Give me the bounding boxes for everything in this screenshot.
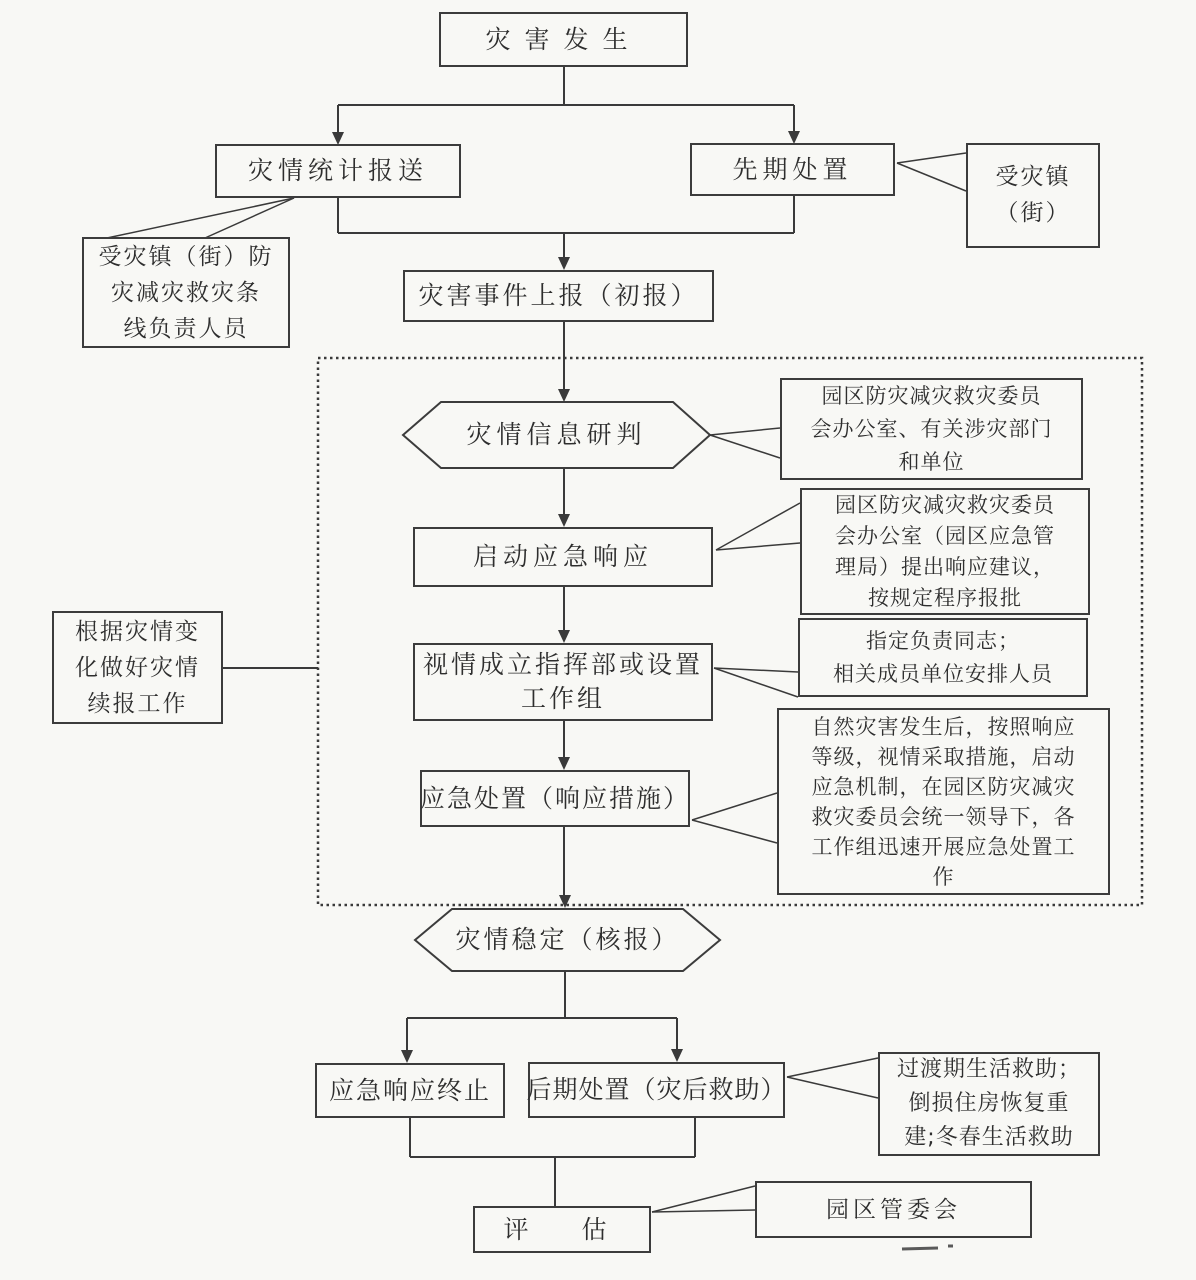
node-label: 灾害发生	[485, 24, 642, 54]
callout-label: 受灾镇（街）防	[98, 243, 274, 270]
callout-label: 按规定程序报批	[868, 585, 1022, 610]
node-disaster-occurs	[439, 12, 688, 67]
callout-designate	[798, 618, 1088, 697]
callout-label: 会办公室、有关涉灾部门	[810, 416, 1053, 441]
node-label: 应急处置（响应措施）	[420, 783, 691, 813]
node-label: 灾情信息研判	[466, 420, 647, 449]
callout-label: 过渡期生活救助；	[896, 1057, 1081, 1082]
node-initial-report	[403, 270, 714, 322]
callout-label: 相关成员单位安排人员	[833, 661, 1053, 686]
node-label: 启动应急响应	[472, 542, 653, 571]
node-label: 后期处置（灾后救助）	[526, 1075, 787, 1104]
callout-label: 园区防灾减灾救灾委员	[821, 383, 1042, 408]
callout-label: 救灾委员会统一领导下，各	[811, 804, 1076, 829]
arrow-down-icon	[671, 1049, 683, 1062]
node-situation-stable	[415, 909, 720, 971]
callout-label: 受灾镇	[995, 164, 1071, 190]
callout-label: 自然灾害发生后，按照响应	[811, 714, 1076, 739]
callout-label: 灾减灾救灾条	[111, 279, 261, 306]
callout-label: 工作组迅速开展应急处置工	[811, 834, 1076, 859]
callout-label: 指定负责同志；	[866, 628, 1020, 653]
node-label: 续报工作	[87, 690, 188, 717]
callout-label: 建;冬春生活救助	[904, 1125, 1074, 1150]
callout-town-responsible	[82, 237, 290, 348]
callout-tail	[714, 668, 798, 672]
callout-label: 作	[932, 864, 955, 889]
node-label: 灾害事件上报（初报）	[418, 281, 699, 310]
callout-tail	[710, 428, 780, 435]
callout-label: 会办公室（园区应急管	[835, 523, 1055, 548]
callout-label: 线负责人员	[123, 315, 249, 342]
callout-affected-town	[966, 143, 1100, 248]
callout-tail	[205, 198, 294, 238]
node-label: 视情成立指挥部或设置	[422, 650, 703, 679]
callout-response-suggestion	[800, 488, 1090, 615]
callout-tail	[716, 543, 800, 550]
callout-tail	[897, 163, 966, 191]
callout-tail	[897, 153, 966, 163]
arrow-down-icon	[558, 757, 570, 770]
callout-label: （街）	[995, 200, 1071, 226]
callout-disposal-detail	[777, 708, 1110, 895]
callout-tail	[716, 503, 800, 550]
callout-tail	[787, 1077, 878, 1098]
node-continuous-report	[52, 611, 223, 724]
callout-label: 理局）提出响应建议，	[835, 554, 1055, 579]
node-later-disposal	[528, 1062, 785, 1118]
callout-tail	[692, 820, 777, 843]
callout-tail	[692, 793, 777, 820]
node-info-analysis	[403, 402, 710, 468]
callout-label: 园区防灾减灾救灾委员	[835, 492, 1055, 517]
callout-tail	[787, 1058, 878, 1077]
callout-tail	[107, 198, 294, 238]
node-stats-report	[215, 144, 461, 198]
callout-label: 和单位	[898, 449, 965, 474]
node-emergency-disposal	[420, 770, 690, 827]
arrow-down-icon	[558, 389, 570, 402]
node-label: 先期处置	[732, 154, 853, 184]
callout-label: 应急机制，在园区防灾减灾	[811, 774, 1076, 799]
arrow-down-icon	[558, 257, 570, 270]
node-label: 应急响应终止	[328, 1075, 491, 1105]
callout-tail	[652, 1210, 755, 1212]
arrow-down-icon	[558, 514, 570, 527]
stray-dash	[902, 1248, 938, 1249]
callout-label: 倒损住房恢复重	[908, 1091, 1070, 1116]
node-label: 评 估	[503, 1214, 621, 1244]
node-label: 灾情统计报送	[247, 156, 428, 185]
node-evaluation	[473, 1206, 651, 1253]
callout-assistance	[878, 1052, 1100, 1156]
callout-committee-office	[780, 378, 1083, 480]
callout-tail	[652, 1186, 755, 1212]
callout-tail	[714, 668, 798, 697]
arrow-down-icon	[558, 630, 570, 643]
callout-label: 等级，视情采取措施，启动	[811, 744, 1076, 769]
node-label: 化做好灾情	[75, 654, 200, 681]
node-label: 灾情稳定（核报）	[455, 925, 680, 954]
flow-lines	[223, 67, 794, 1206]
node-setup-command	[413, 643, 713, 721]
node-start-response	[413, 527, 713, 587]
node-label: 根据灾情变	[75, 618, 200, 645]
node-response-end	[315, 1063, 505, 1118]
node-initial-handling	[690, 143, 895, 196]
stray-marks	[902, 1246, 953, 1249]
callout-management	[755, 1181, 1032, 1238]
callout-label: 园区管委会	[826, 1196, 961, 1223]
node-label: 工作组	[520, 684, 605, 713]
callout-tail	[710, 435, 780, 458]
arrow-down-icon	[401, 1050, 413, 1063]
